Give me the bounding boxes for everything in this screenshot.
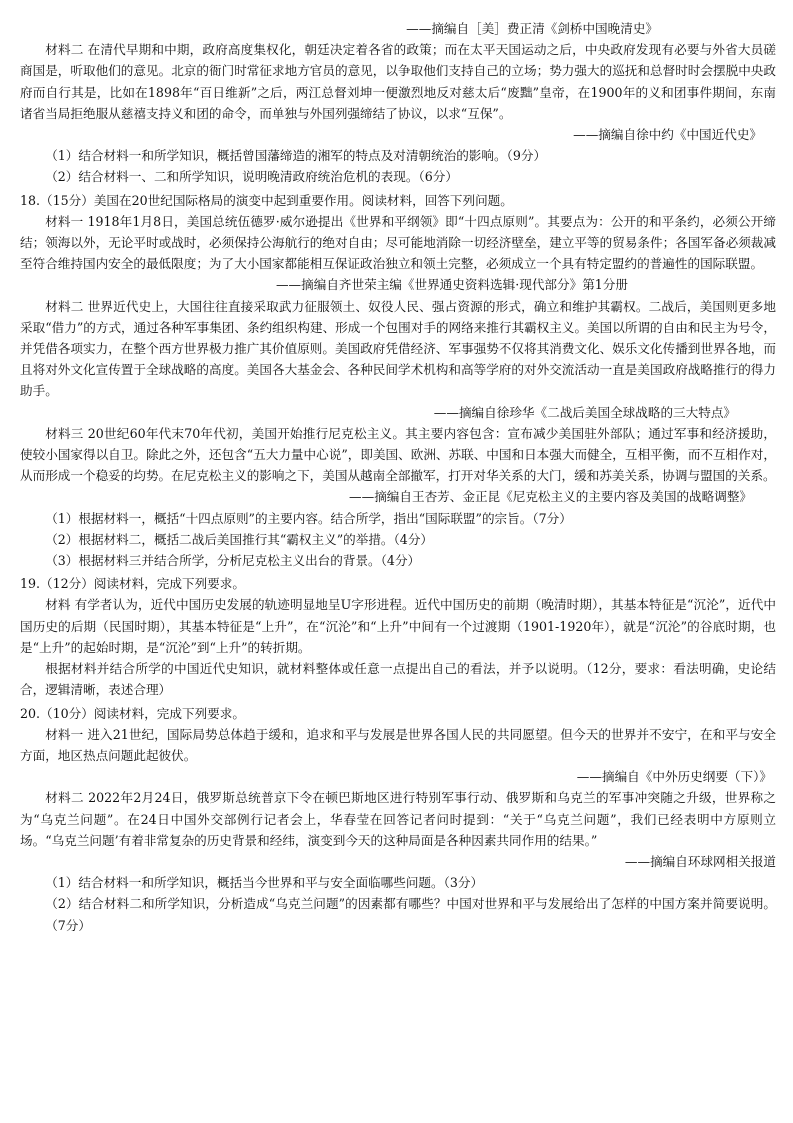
source-citation: ——摘编自齐世荣主编《世界通史资料选辑·现代部分》第1分册 [275,277,628,293]
question-heading: 20.（10分）阅读材料，完成下列要求。 [20,705,245,721]
material-paragraph: 材料二 在清代早期和中期，政府高度集权化，朝廷决定着各省的政策；而在太平天国运动之后，中央政府发现有必要与外省大员磋商国是，听取他们的意见。北京的衙门时常征求地方官员的意见，以争取他们支持自己的立场；势力强大的巡抚和总督时时会摆脱中央政府而自行其是，比如在1898年“百日维新”之后，两江总督刘坤一便激烈地反对慈太后“废黜”皇帝，在1900年的义和团事件期间，东南诸省当局拒绝服从慈禧支持义和团的命令，而单独与外国列强缔结了协议，以求“互保”。 [20,42,776,121]
material-paragraph: 材料二 世界近代史上，大国往往直接采取武力征服领土、奴役人民、强占资源的形式，确立和维护其霸权。二战后，美国则更多地采取“借力”的方式，通过各种军事集团、条约组织构建、形成一个包围对手的网络来推行其霸权主义。美国以所谓的自由和民主为号令，并凭借各项实力，在整个西方世界极力推广其价值原则。美国政府凭借经济、军事强势不仅将其消费文化、娱乐文化传播到世界各地，而且将对外文化宣传置于全球战略的高度。美国各大基金会、各种民间学术机构和高等学府的对外交流活动一直是美国政府战略推行的得力助手。 [20,298,776,399]
material-paragraph: 材料一 1918年1月8日，美国总统伍德罗·威尔逊提出《世界和平纲领》即“十四点原则”。其要点为：公开的和平条约，必须公开缔结；领海以外，无论平时或战时，必须保持公海航行的绝对自由；尽可能地消除一切经济壁垒，建立平等的贸易条件；各国军备必须裁减至符合维持国内安全的最低限度；为了大小国家都能相互保证政治独立和领土完整，必须成立一个具有特定盟约的普遍性的国际联盟。 [20,213,776,272]
question-heading: 19.（12分）阅读材料，完成下列要求。 [20,576,245,592]
source-citation: ——摘编自《中外历史纲要（下）》 [576,769,772,785]
sub-question: （2）根据材料二，概括二战后美国推行其“霸权主义”的举措。（4分） [45,531,434,547]
material-paragraph: 材料一 进入21世纪，国际局势总体趋于缓和，追求和平与发展是世界各国人民的共同愿望。但今天的世界并不安宁，在和平与安全方面，地区热点问题此起彼伏。 [20,726,776,763]
sub-question: （1）根据材料一，概括“十四点原则”的主要内容。结合所学，指出“国际联盟”的宗旨。（7分） [45,510,572,526]
material-paragraph: 材料二 2022年2月24日，俄罗斯总统普京下令在顿巴斯地区进行特别军事行动、俄罗斯和乌克兰的军事冲突随之升级，世界称之为“乌克兰问题”。在24日中国外交部例行记者会上，华春莹在回答记者问时提到：“关于“乌克兰问题”，我们已经表明中方原则立场。“乌克兰问题’有着非常复杂的历史背景和经纬，演变到今天的这种局面是各种因素共同作用的结果。” [20,790,776,848]
question-heading: 18.（15分）美国在20世纪国际格局的演变中起到重要作用。阅读材料，回答下列问题。 [20,192,513,208]
source-citation: ——摘编自王杏芳、金正昆《尼克松主义的主要内容及美国的战略调整》 [349,489,752,505]
source-citation: ——摘编自徐中约《中国近代史》 [573,127,762,143]
sub-question: （3）根据材料三并结合所学，分析尼克松主义出台的背景。（4分） [45,553,421,569]
sub-question: （1）结合材料一和所学知识，概括曾国藩缔造的湘军的特点及对清朝统治的影响。（9分） [45,148,547,164]
material-paragraph: 材料 有学者认为，近代中国历史发展的轨迹明显地呈U字形进程。近代中国历史的前期（晚清时期），其基本特征是“沉沦”，近代中国历史的后期（民国时期），其基本特征是“上升”，在“沉沦”和“上升”中间有一个过渡期（1901-1920年），就是“沉沦”的谷底时期，也是“上升”的起始时期，是“沉沦”到“上升”的转折期。 [20,597,776,655]
exam-page [20,18,776,936]
sub-question: （1）结合材料一和所学知识，概括当今世界和平与安全面临哪些问题。（3分） [45,875,484,891]
source-citation: ——摘编自［美］费正清《剑桥中国晚清史》 [406,21,658,36]
sub-question: （2）结合材料二和所学知识，分析造成“乌克兰问题”的因素都有哪些？中国对世界和平与发展给出了怎样的中国方案并简要说明。（7分） [45,896,776,933]
material-paragraph: 材料三 20世纪60年代末70年代初，美国开始推行尼克松主义。其主要内容包含：宣布减少美国驻外部队；通过军事和经济援助，使较小国家得以自卫。除此之外，还包含“五大力量中心说”，即美国、欧洲、苏联、中国和日本强大而健全，互相平衡，而不互相作对，从而形成一个稳妥的均势。在尼克松主义的影响之下，美国从越南全部撤军，打开对华关系的大门，缓和苏美关系，协调与盟国的关系。 [20,425,776,484]
task-instruction: 根据材料并结合所学的中国近代史知识，就材料整体或任意一点提出自己的看法，并予以说明。（12分，要求：看法明确，史论结合，逻辑清晰，表述合理） [20,661,776,698]
source-citation: ——摘编自徐珍华《二战后美国全球战略的三大特点》 [433,404,736,420]
sub-question: （2）结合材料一、二和所学知识，说明晚清政府统治危机的表现。（6分） [45,169,458,185]
source-citation: ——摘编自环球网相关报道 [624,853,776,869]
